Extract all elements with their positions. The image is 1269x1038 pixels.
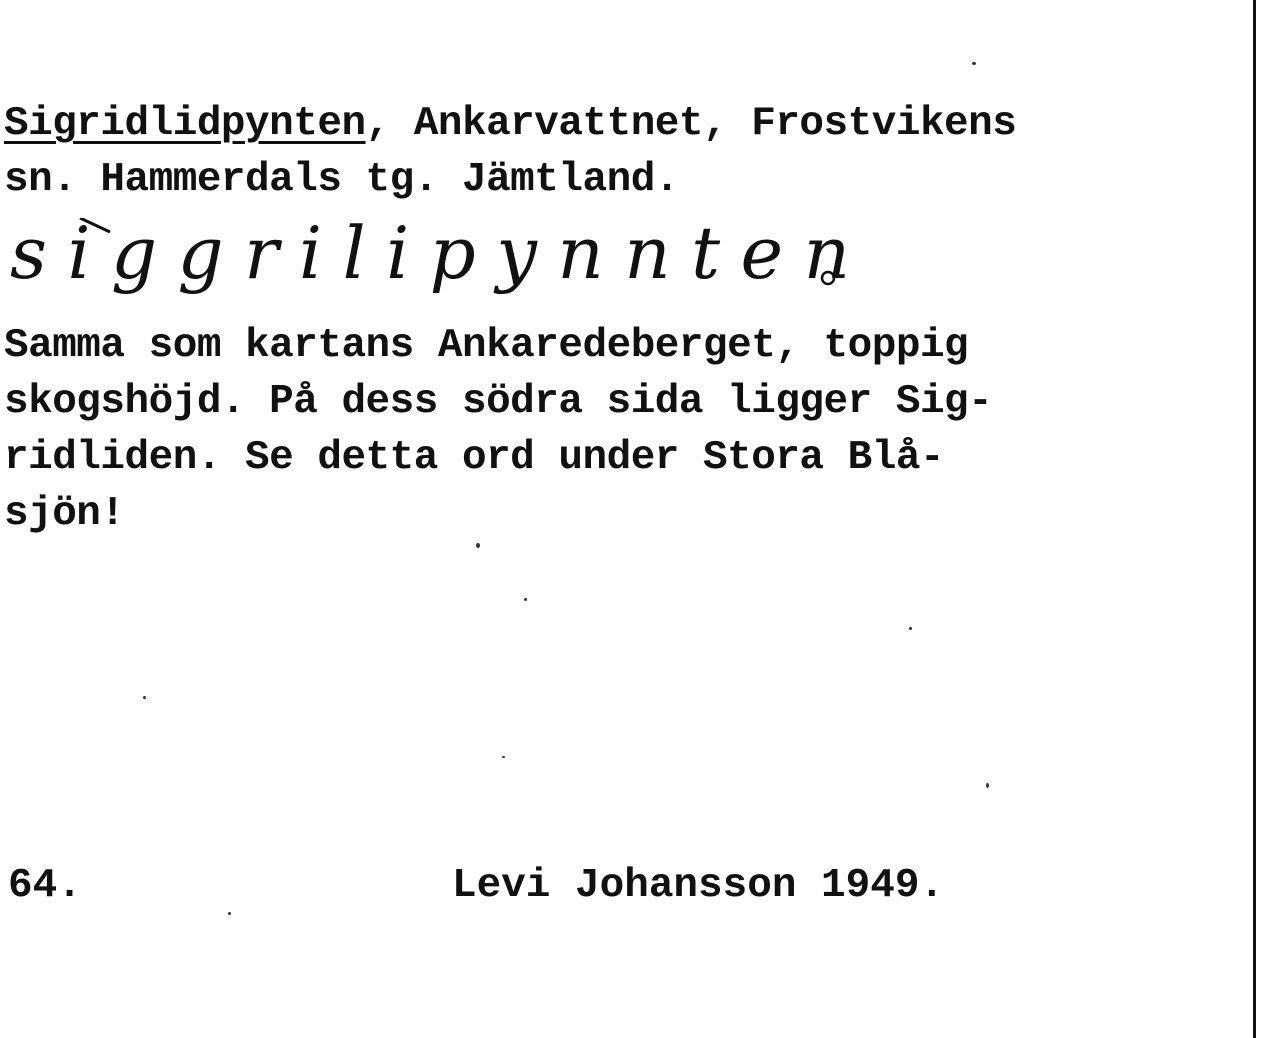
card-number: 64. — [8, 863, 82, 909]
description-line: skogshöjd. På dess södra sida ligger Sig- — [4, 379, 993, 425]
card-edge-line — [1253, 0, 1256, 1038]
description-line: ridliden. Se detta ord under Stora Blå- — [4, 435, 945, 481]
phonetic-text: siggrilipynnten — [10, 218, 850, 295]
scan-speck — [143, 696, 146, 699]
scan-speck — [986, 783, 989, 788]
scan-speck — [524, 598, 527, 601]
header-line-1 — [4, 96, 1016, 152]
scan-speck — [476, 543, 480, 548]
scan-speck — [228, 912, 231, 915]
header-line-2: sn. Hammerdals tg. Jämtland. — [4, 157, 679, 203]
description-line: Samma som kartans Ankaredeberget, toppig — [4, 323, 969, 369]
description-line: sjön! — [4, 491, 125, 537]
header-location: , Ankarvattnet, Frostvikens — [365, 101, 1017, 147]
scan-speck — [502, 756, 505, 758]
collector-signature: Levi Johansson 1949. — [452, 863, 945, 909]
scan-speck — [909, 627, 912, 630]
description — [4, 318, 992, 542]
scan-speck — [972, 62, 976, 65]
phonetic-transcription — [10, 218, 870, 308]
headword: Sigridlidpynten — [4, 101, 366, 147]
